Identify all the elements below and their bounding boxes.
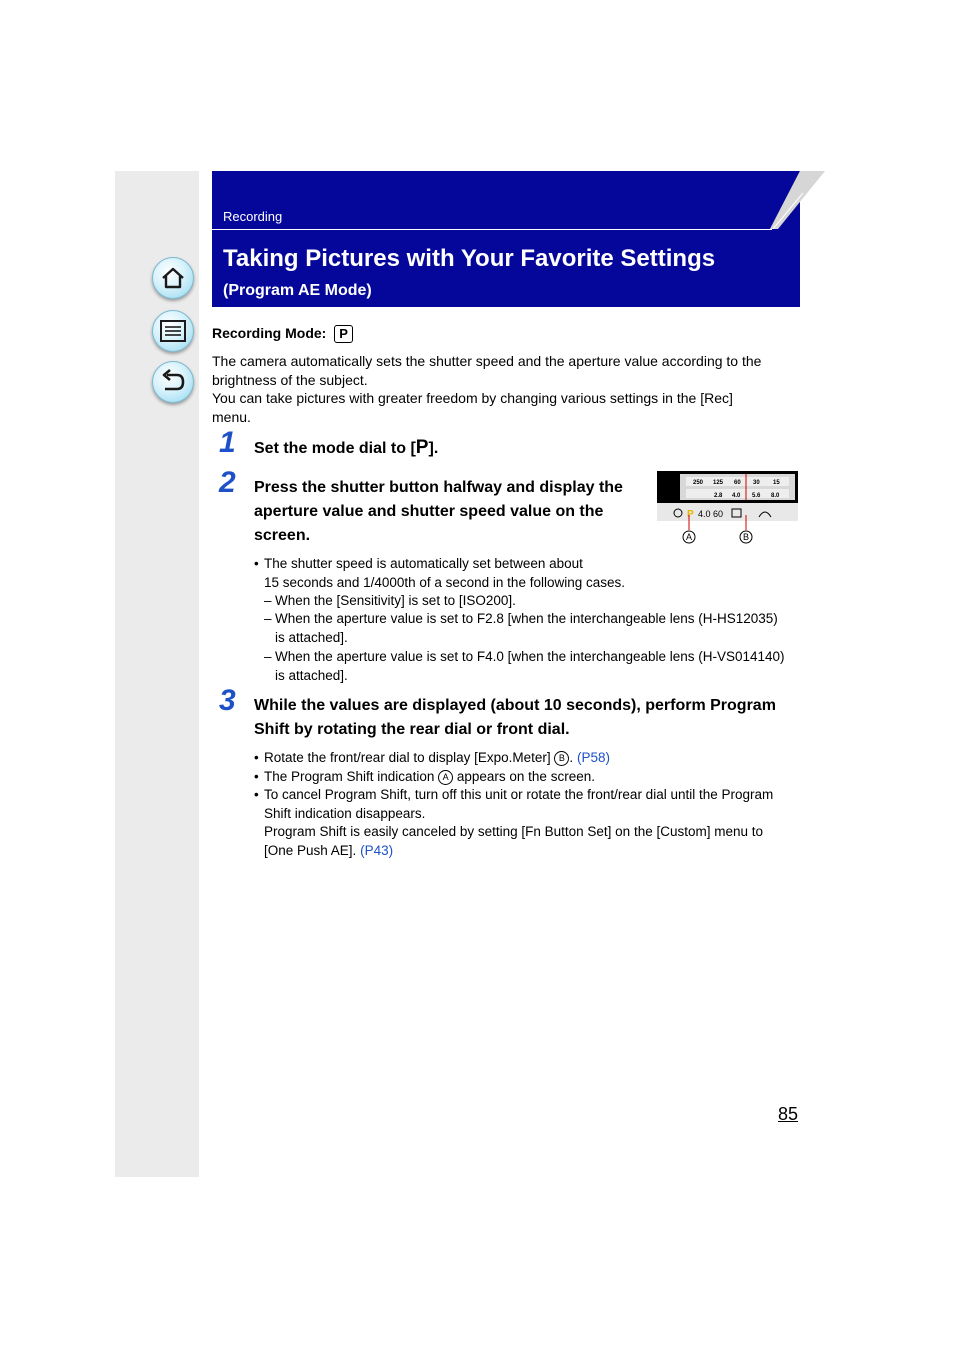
screen-markers — [679, 515, 759, 545]
ss-label: SS — [666, 478, 680, 489]
shutter-scale-value: 125 — [713, 480, 724, 486]
link-p58[interactable]: (P58) — [576, 750, 610, 765]
step-2-heading-line-2: aperture value and shutter speed value on the — [254, 503, 604, 520]
list-item: • Rotate the front/rear dial to display [Expo.Meter] B . (P58) — [254, 750, 610, 765]
aperture-readout: 4.0 — [698, 509, 711, 519]
shutter-scale-value: 30 — [753, 480, 760, 486]
shutter-scale-value: 60 — [734, 480, 741, 486]
shutter-scale-value: 250 — [693, 480, 704, 486]
camera-screen-illustration — [657, 471, 798, 521]
marker-a-label: A — [685, 532, 693, 542]
step-3-bullet-3-line-4: [One Push AE]. — [264, 842, 357, 858]
program-mode-icon: P — [415, 437, 429, 458]
back-button[interactable] — [152, 361, 194, 403]
step-2-heading-line-1: Press the shutter button halfway and display the — [254, 479, 623, 496]
page-subtitle: (Program AE Mode) — [223, 282, 372, 299]
step-3-heading-line-2: Shift by rotating the rear dial or front dial. — [254, 721, 570, 738]
recording-mode-label: Recording Mode: — [212, 325, 327, 341]
marker-b-label: B — [742, 532, 750, 542]
home-icon — [160, 265, 186, 291]
aperture-scale-value: 8.0 — [771, 493, 780, 499]
intro-line-2: brightness of the subject. — [212, 372, 368, 388]
step-number-1: 1 — [219, 426, 236, 459]
list-item: – When the aperture value is set to F2.8 [when the interchangeable lens (H-HS12035) is attached]. — [264, 611, 778, 645]
intro-line-4: menu. — [212, 409, 251, 425]
aperture-scale-value: 5.6 — [752, 493, 761, 499]
dash-item-3-line-2: is attached]. — [275, 667, 348, 683]
page-title: Taking Pictures with Your Favorite Settings — [223, 245, 716, 272]
step-1-heading — [254, 436, 438, 461]
step-3-bullet-3-line-2: Shift indication disappears. — [264, 805, 426, 821]
shutter-scale-value: 15 — [773, 480, 780, 486]
dash-item-1: When the [Sensitivity] is set to [ISO200]. — [275, 593, 516, 608]
recording-mode — [212, 325, 353, 343]
aperture-scale-value: 4.0 — [732, 493, 741, 499]
step-3-bullet-1-text: Rotate the front/rear dial to display [Expo.Meter] — [264, 750, 551, 765]
list-item: • The Program Shift indication A appears on the screen. — [254, 769, 595, 784]
home-button[interactable] — [152, 257, 194, 299]
page-number: 85 — [778, 1104, 799, 1124]
list-item: – When the [Sensitivity] is set to [ISO200]. — [264, 592, 804, 611]
intro-line-3: You can take pictures with greater freedom by changing various settings in the [Rec] — [212, 390, 733, 406]
header-divider — [212, 229, 772, 230]
aperture-scale-value: 2.8 — [714, 493, 723, 499]
f-label: F — [673, 491, 680, 502]
list-item: • The shutter speed is automatically set between about 15 seconds and 1/4000th of a second in the following cases. — [254, 556, 625, 590]
link-p43[interactable]: (P43) — [360, 842, 394, 858]
back-arrow-icon — [159, 369, 187, 395]
step-2-heading-line-3: screen. — [254, 527, 311, 544]
list-icon — [159, 319, 187, 343]
breadcrumb: Recording — [223, 209, 283, 224]
shutter-readout: 60 — [713, 509, 724, 519]
dash-item-2-line-1: When the aperture value is set to F2.8 [when the interchangeable lens (H-HS12035) — [275, 611, 778, 626]
program-mode-icon: P — [334, 325, 353, 343]
step-3-bullet-1-sep: . — [569, 750, 574, 765]
step-3-bullet-3-line-1: To cancel Program Shift, turn off this unit or rotate the front/rear dial until the Program — [264, 787, 774, 802]
exposure-meter-graphic — [657, 471, 798, 521]
list-item: – When the aperture value is set to F4.0 [when the interchangeable lens (H-VS014140) is attached]. — [264, 649, 785, 683]
step-1-heading-post: ]. — [428, 440, 439, 457]
contents-button[interactable] — [152, 310, 194, 352]
step-3-bullet-2-text: The Program Shift indication — [264, 769, 435, 784]
intro-line-1: The camera automatically sets the shutter speed and the aperture value according to the — [212, 353, 762, 369]
step-number-2: 2 — [219, 466, 236, 499]
marker-a-inline: A — [438, 770, 453, 785]
step-3-bullet-2-post: appears on the screen. — [456, 769, 595, 784]
step-number-3: 3 — [219, 684, 236, 717]
marker-b-inline: B — [554, 751, 569, 766]
step-2-bullet-line-1: The shutter speed is automatically set between about — [264, 556, 583, 571]
step-1-heading-pre: Set the mode dial to [ — [254, 440, 416, 457]
step-2-bullet-line-2: 15 seconds and 1/4000th of a second in the following cases. — [264, 574, 625, 590]
step-3-bullet-3-line-3: Program Shift is easily canceled by setting [Fn Button Set] on the [Custom] menu to — [264, 824, 763, 839]
list-item: • To cancel Program Shift, turn off this unit or rotate the front/rear dial until the Program Shift indication disappears. Program Shift is easily canceled by setting [Fn Button Set] on the [Custom] menu to [One Push AE]. (P43) — [254, 787, 774, 858]
page-header — [212, 171, 800, 307]
program-shift-icon: P — [687, 509, 694, 520]
dash-item-2-line-2: is attached]. — [275, 629, 348, 645]
dash-item-3-line-1: When the aperture value is set to F4.0 [when the interchangeable lens (H-VS014140) — [275, 649, 785, 664]
header-corner-fold — [770, 171, 825, 229]
step-3-heading-line-1: While the values are displayed (about 10 seconds), perform Program — [254, 697, 776, 714]
